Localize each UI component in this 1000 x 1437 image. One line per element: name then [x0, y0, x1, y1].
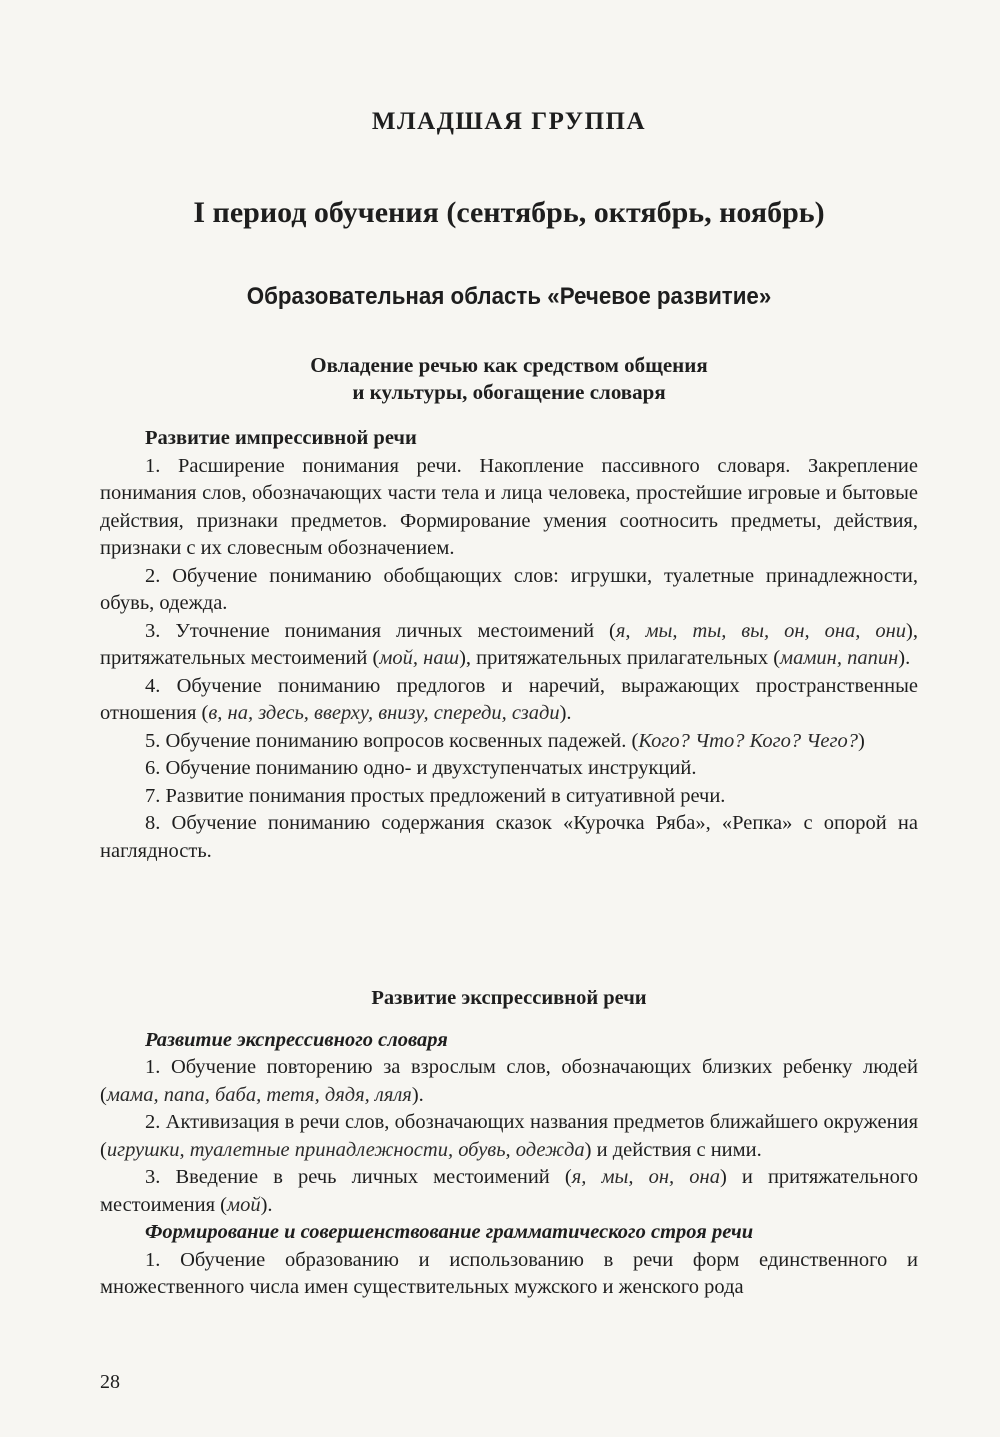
period-heading: I период обучения (сентябрь, октябрь, ноябрь): [193, 196, 825, 229]
text-run: ).: [559, 702, 572, 724]
paragraph: 8. Обучение пониманию содержания сказок «Курочка Ряба», «Репка» с опорой на наглядность.: [100, 812, 918, 862]
paragraph: [100, 1109, 918, 1164]
group-heading: МЛАДШАЯ ГРУППА: [371, 108, 647, 135]
paragraph: 1. Расширение понимания речи. Накопление пассивного словаря. Закрепление понимания слов, обозначающих части тела и лица человека, простейшие игровые и бытовые действия, признаки предметов. Формирование умения соотносить предметы, действия, признаки с их словесным обозначением.: [100, 454, 918, 559]
text-run: 5. Обучение пониманию вопросов косвенных падежей. (: [145, 729, 639, 752]
italic-run: я, мы, ты, вы, он, она, они: [615, 619, 907, 642]
text-run: ), притяжательных местоимений (: [100, 619, 918, 669]
impressive-title: Развитие импрессивной речи: [145, 427, 417, 449]
subsection-heading-line-1: Овладение речью как средством общения: [310, 353, 708, 377]
subsection-heading-line-2: и культуры, обогащение словаря: [352, 380, 666, 404]
paragraph: [100, 1054, 918, 1109]
text-run: 2. Активизация в речи слов, обозначающих названия предметов ближайшего окружения (: [100, 1111, 918, 1161]
italic-run: Кого? Что? Кого? Чего?: [638, 729, 859, 752]
paragraph: 1. Обучение образованию и использованию в речи форм единственного и множественного числа имен существительных мужского и женского рода: [100, 1248, 918, 1298]
paragraph: 2. Обучение пониманию обобщающих слов: игрушки, туалетные принадлежности, обувь, одежда.: [100, 564, 918, 614]
paragraph: [100, 618, 918, 673]
italic-run: мамин, папин: [780, 647, 899, 669]
text-run: ).: [898, 647, 911, 669]
italic-run: я, мы, он, она: [571, 1166, 720, 1188]
italic-run: мой: [226, 1193, 261, 1216]
paragraph: 7. Развитие понимания простых предложений в ситуативной речи.: [145, 784, 726, 807]
expressive-title: Развитие экспрессивной речи: [371, 987, 647, 1009]
paragraph: [100, 728, 918, 756]
text-run: ), притяжательных прилагательных (: [459, 647, 781, 669]
subsection-heading: [100, 352, 918, 406]
italic-run: мой, наш: [379, 647, 460, 669]
paragraph: [100, 1164, 918, 1219]
text-run: 4. Обучение пониманию предлогов и наречий, выражающих пространственные отношения (: [100, 674, 918, 724]
text-run: ) и действия с ними.: [584, 1138, 762, 1161]
text-run: ) и притяжательного местоимения (: [100, 1166, 918, 1216]
italic-run: мама, папа, баба, тетя, дядя, ляля: [106, 1083, 412, 1106]
italic-run: игрушки, туалетные принадлежности, обувь, одежда: [106, 1138, 585, 1161]
vocab-title: Развитие экспрессивного словаря: [145, 1028, 448, 1051]
paragraph: 6. Обучение пониманию одно- и двухступенчатых инструкций.: [145, 757, 697, 779]
impressive-section: [100, 425, 918, 865]
text-run: ).: [411, 1083, 424, 1106]
grammar-title: Формирование и совершенствование грамматического строя речи: [145, 1221, 754, 1243]
text-run: ).: [260, 1193, 273, 1216]
area-heading: Образовательная область «Речевое развитие»: [246, 283, 772, 310]
page-number: 28: [100, 1371, 120, 1393]
text-run: ): [858, 729, 865, 752]
text-run: 1. Обучение повторению за взрослым слов, обозначающих близких ребенку людей (: [100, 1056, 918, 1106]
expressive-section: [100, 985, 918, 1302]
italic-run: в, на, здесь, вверху, внизу, спереди, сзади: [208, 702, 560, 724]
text-run: 3. Введение в речь личных местоимений (: [145, 1166, 572, 1188]
paragraph: [100, 673, 918, 728]
text-run: 3. Уточнение понимания личных местоимений (: [145, 619, 616, 642]
